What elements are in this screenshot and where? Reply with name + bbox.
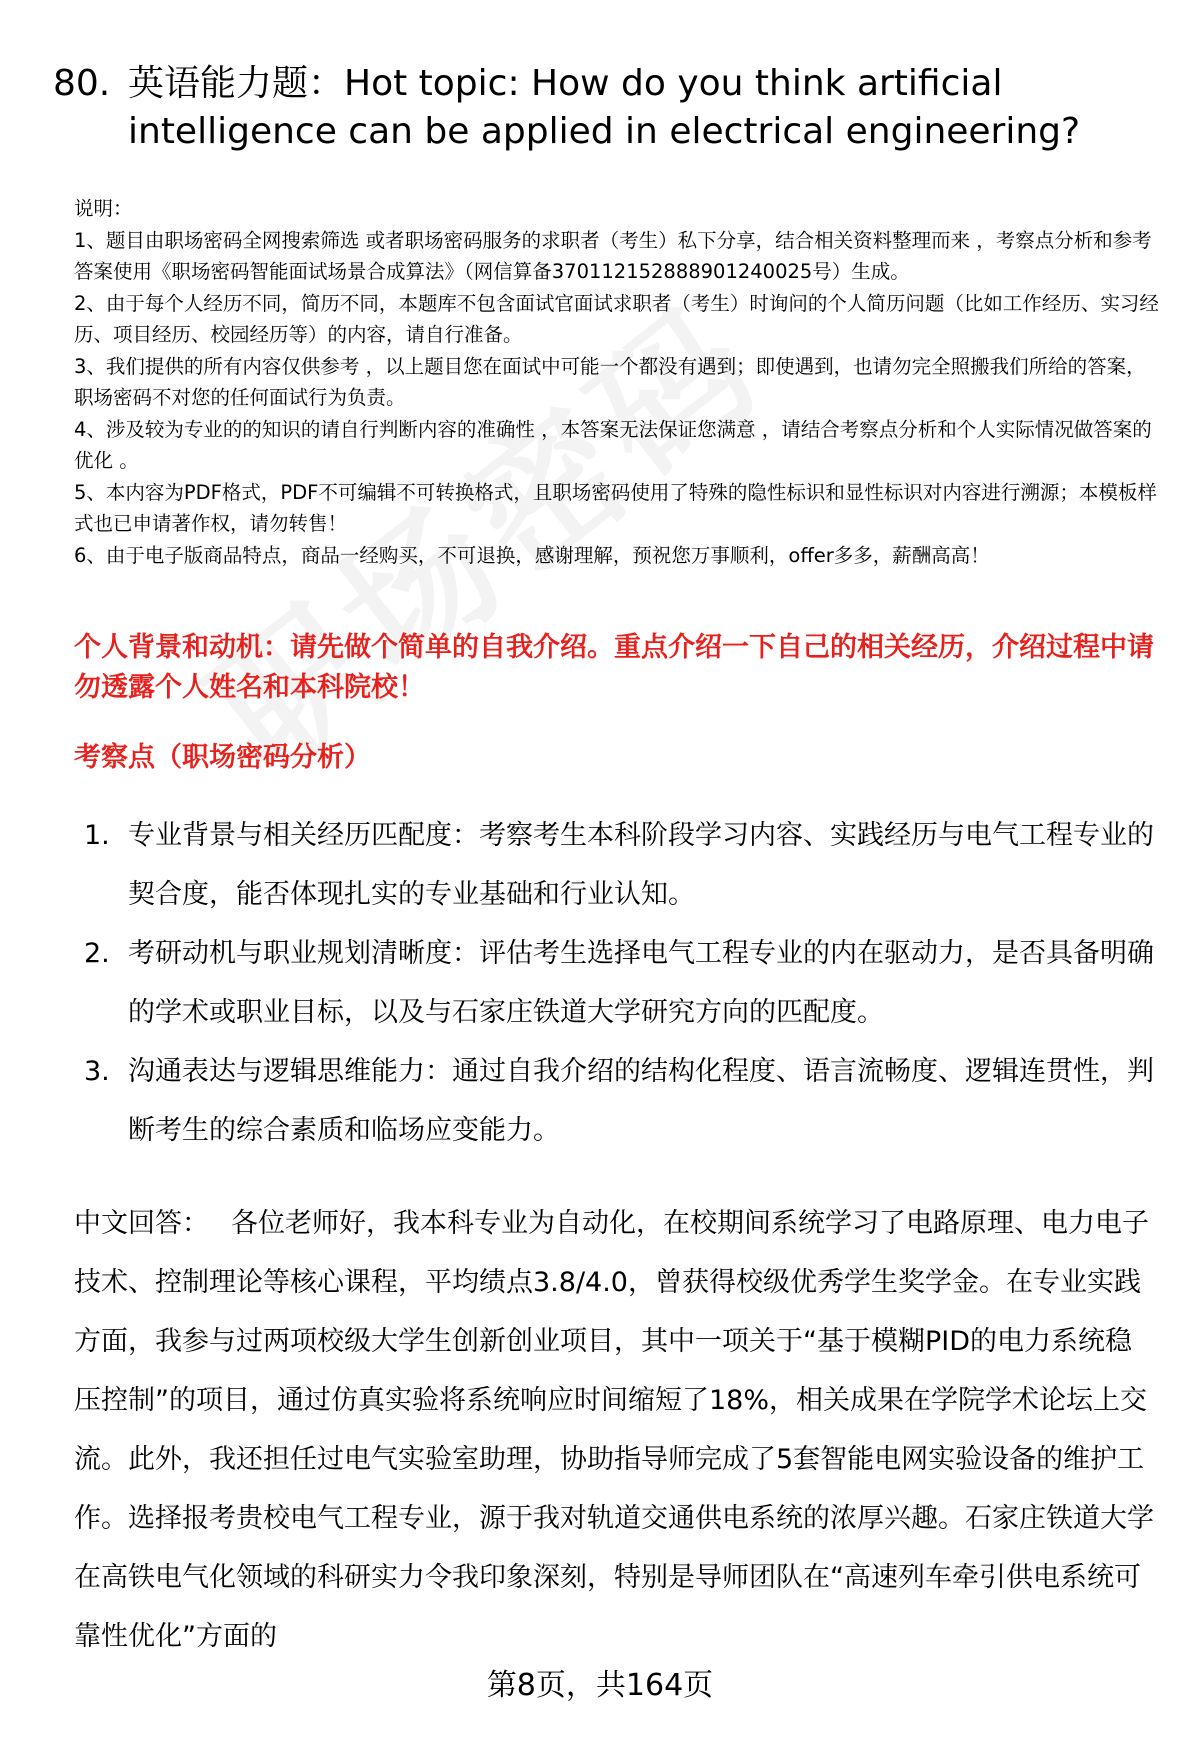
- exam-point-text: 考研动机与职业规划清晰度：评估考生选择电气工程专业的内在驱动力，是否具备明确的学术或职业目标，以及与石家庄铁道大学研究方向的匹配度。: [128, 938, 1154, 1028]
- notes-item: 2、由于每个人经历不同，简历不同，本题库不包含面试官面试求职者（考生）时询问的个人简历问题（比如工作经历、实习经历、项目经历、校园经历等）的内容，请自行准备。: [74, 291, 1159, 346]
- page-footer: 第8页，共164页: [486, 1668, 714, 1703]
- question-text: 英语能力题：Hot topic: How do you think artificial intelligence can be applied in electrical engineering?: [128, 63, 1081, 152]
- notes-item: 5、本内容为PDF格式，PDF不可编辑不可转换格式，且职场密码使用了特殊的隐性标识和显性标识对内容进行溯源；本模板样式也已申请著作权，请勿转售！: [74, 480, 1157, 535]
- question-title: [53, 60, 1153, 156]
- intro-question: 个人背景和动机：请先做个简单的自我介绍。重点介绍一下自己的相关经历，介绍过程中请勿透露个人姓名和本科院校！: [74, 632, 1154, 703]
- exam-points-title: 考察点（职场密码分析）: [74, 742, 371, 773]
- notes-item: 6、由于电子版商品特点，商品一经购买，不可退换，感谢理解，预祝您万事顺利，offer多多，薪酬高高！: [74, 543, 990, 567]
- notes-section: [74, 193, 1159, 571]
- answer-text: 各位老师好，我本科专业为自动化，在校期间系统学习了电路原理、电力电子技术、控制理论等核心课程，平均绩点3.8/4.0，曾获得校级优秀学生奖学金。在专业实践方面，我参与过两项校级大学生创新创业项目，其中一项关于“基于模糊PID的电力系统稳压控制”的项目，通过仿真实验将系统响应时间缩短了18%，相关成果在学院学术论坛上交流。此外，我还担任过电气实验室助理，协助指导师完成了5套智能电网实验设备的维护工作。选择报考贵校电气工程专业，源于我对轨道交通供电系统的浓厚兴趣。石家庄铁道大学在高铁电气化领域的科研实力令我印象深刻，特别是导师团队在“高速列车牵引供电系统可靠性优化”方面的: [74, 1208, 1154, 1652]
- exam-points-list: [84, 806, 1164, 1160]
- chinese-answer: [74, 1194, 1159, 1666]
- exam-point-number: 3.: [84, 1056, 110, 1087]
- exam-point-text: 沟通表达与逻辑思维能力：通过自我介绍的结构化程度、语言流畅度、逻辑连贯性，判断考生的综合素质和临场应变能力。: [128, 1056, 1154, 1146]
- answer-label: 中文回答：: [74, 1208, 209, 1239]
- notes-heading: 说明：: [74, 197, 133, 220]
- exam-point-item: [84, 806, 1164, 924]
- notes-item: 4、涉及较为专业的的知识的请自行判断内容的准确性 ，本答案无法保证您满意 ，请结合考察点分析和个人实际情况做答案的优化 。: [74, 417, 1152, 472]
- exam-point-text: 专业背景与相关经历匹配度：考察考生本科阶段学习内容、实践经历与电气工程专业的契合度，能否体现扎实的专业基础和行业认知。: [128, 820, 1154, 910]
- exam-point-number: 2.: [84, 938, 110, 969]
- exam-point-item: [84, 924, 1164, 1042]
- exam-point-number: 1.: [84, 820, 110, 851]
- notes-item: 3、我们提供的所有内容仅供参考 ，以上题目您在面试中可能一个都没有遇到；即使遇到，也请勿完全照搬我们所给的答案，职场密码不对您的任何面试行为负责。: [74, 354, 1146, 409]
- notes-item: 1、题目由职场密码全网搜索筛选 或者职场密码服务的求职者（考生）私下分享，结合相关资料整理而来 ，考察点分析和参考答案使用《职场密码智能面试场景合成算法》（网信算备370112152888901240025号）生成。: [74, 228, 1152, 283]
- question-number: 80.: [53, 63, 111, 104]
- exam-point-item: [84, 1042, 1164, 1160]
